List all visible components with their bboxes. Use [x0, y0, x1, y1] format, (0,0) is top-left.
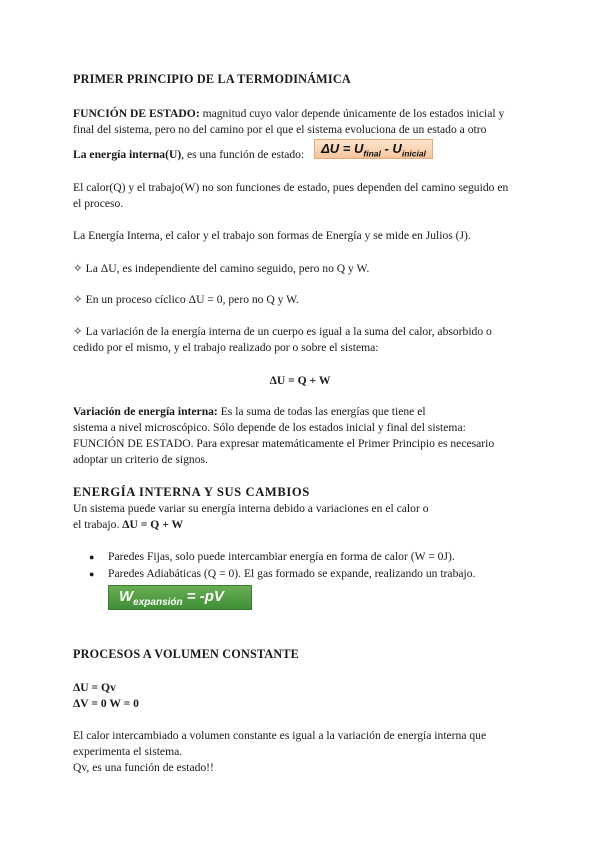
section3-line2: experimenta el sistema.: [73, 745, 183, 758]
formula-sub-inicial: inicial: [401, 148, 426, 159]
variacion-line2: sistema a nivel microscópico. Sólo depende de los estados inicial y final del sistema:: [73, 421, 466, 434]
formula-w-rhs: = -pV: [182, 588, 224, 605]
point-3-line2: cedido por el mismo, y el trabajo realizado por o sobre el sistema:: [73, 341, 379, 354]
variacion-label: Variación de energía interna:: [73, 405, 218, 418]
variacion-line4: adoptar un criterio de signos.: [73, 453, 208, 466]
funcion-estado-line1: [73, 106, 504, 121]
funcion-estado-label: FUNCIÓN DE ESTADO:: [73, 107, 200, 120]
energia-interna-label: La energía interna(U): [73, 148, 182, 161]
section3-line1: El calor intercambiado a volumen constante es igual a la variación de energía interna que: [73, 729, 487, 742]
funcion-estado-line2: final del sistema, pero no del camino por el que el sistema evoluciona de un estado a otro: [73, 123, 487, 136]
bullet-dot: ●: [89, 552, 95, 562]
section3-eq1: ΔU = Qv: [73, 681, 116, 694]
list-item: Paredes Fijas, solo puede intercambiar energía en forma de calor (W = 0J).: [108, 550, 455, 563]
formula-w: W: [119, 588, 134, 605]
section3-line3: Qv, es una función de estado!!: [73, 761, 214, 774]
formula-w-sub: expansión: [133, 597, 183, 608]
section-volumen-constante-title: PROCESOS A VOLUMEN CONSTANTE: [73, 647, 300, 661]
point-2: ✧ En un proceso cíclico ΔU = 0, pero no Q y W.: [73, 293, 299, 306]
formula-lhs: ΔU = U: [321, 141, 364, 156]
page-title: PRIMER PRINCIPIO DE LA TERMODINÁMICA: [73, 72, 351, 86]
formula-mid: - U: [380, 141, 402, 156]
section2-line2-text: el trabajo.: [73, 518, 123, 531]
variacion-text1: Es la suma de todas las energías que tiene el: [217, 405, 426, 418]
point-3-line1: ✧ La variación de la energía interna de un cuerpo es igual a la suma del calor, absorbido o: [73, 325, 492, 338]
delta-u-formula-image: [314, 139, 433, 159]
section2-line2: [73, 517, 183, 532]
section2-equation: ΔU = Q + W: [122, 518, 184, 531]
energia-interna-text: , es una función de estado:: [181, 148, 305, 161]
section2-line1: Un sistema puede variar su energía interna debido a variaciones en el calor o: [73, 502, 429, 515]
funcion-estado-text1: magnitud cuyo valor depende únicamente de los estados inicial y: [199, 107, 505, 120]
w-expansion-formula-image: [108, 585, 252, 610]
calor-trabajo-line1: El calor(Q) y el trabajo(W) no son funciones de estado, pues dependen del camino seguido en: [73, 181, 509, 194]
section3-eq2: ΔV = 0 W = 0: [73, 697, 139, 710]
energia-interna-line: [73, 147, 304, 162]
main-equation: ΔU = Q + W: [269, 374, 331, 387]
point-1: ✧ La ΔU, es independiente del camino seguido, pero no Q y W.: [73, 262, 370, 275]
bullet-dot: ●: [89, 569, 95, 579]
list-item: Paredes Adiabáticas (Q = 0). El gas formado se expande, realizando un trabajo.: [108, 567, 476, 580]
variacion-line1: [73, 404, 426, 419]
formula-sub-final: final: [363, 148, 381, 159]
energia-formas-line: La Energía Interna, el calor y el trabajo son formas de Energía y se mide en Julios (J).: [73, 229, 471, 242]
variacion-line3: FUNCIÓN DE ESTADO. Para expresar matemáticamente el Primer Principio es necesario: [73, 437, 495, 450]
calor-trabajo-line2: el proceso.: [73, 197, 124, 210]
section-energia-interna-title: ENERGÍA INTERNA Y SUS CAMBIOS: [73, 485, 310, 499]
